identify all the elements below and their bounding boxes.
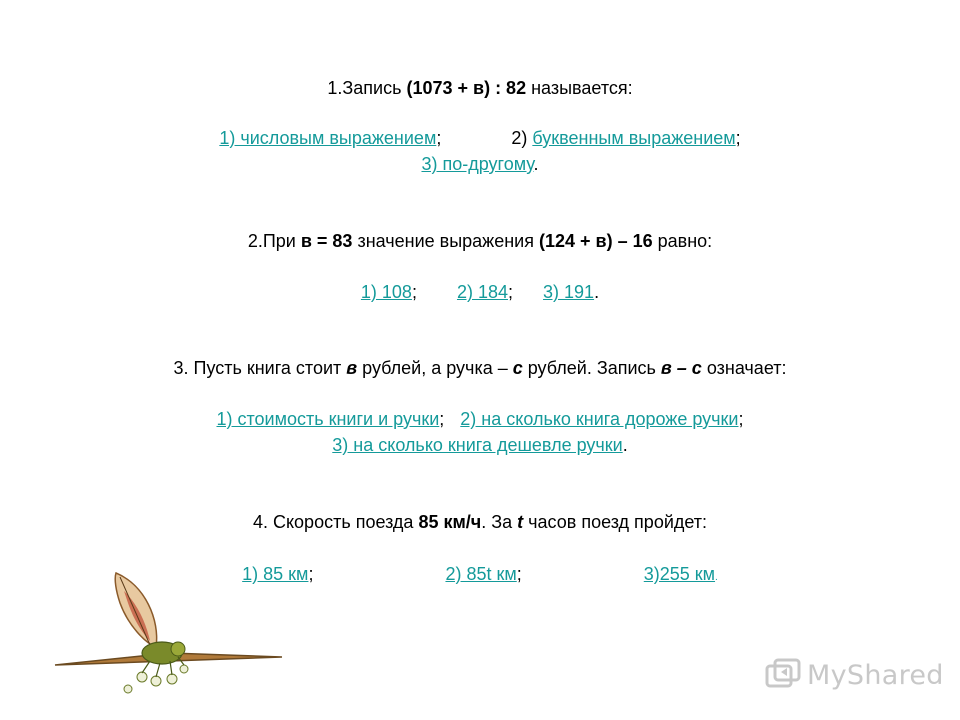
question-4-answers: 1) 85 км; 2) 85t км; 3)255 км. bbox=[242, 564, 718, 584]
question-3-var-1: в bbox=[346, 358, 358, 378]
watermark-text: MyShared bbox=[807, 659, 944, 691]
question-1-expression: (1073 + в) : 82 bbox=[406, 78, 527, 98]
answer-2-2-link[interactable]: 2) 184 bbox=[456, 282, 509, 302]
question-2 bbox=[0, 229, 960, 253]
answer-3-2-link[interactable]: 2) на сколько книга дороже ручки bbox=[460, 409, 739, 429]
answer-2-1-link[interactable]: 1) 108 bbox=[360, 282, 412, 302]
question-4-speed: 85 км/ч bbox=[418, 512, 482, 532]
myshared-logo-icon bbox=[765, 658, 801, 692]
answer-1-3-link[interactable]: 3) по-другому bbox=[421, 154, 534, 174]
question-1-answers-row-1: 1) числовым выражением; 2) буквенным выражением; bbox=[219, 128, 741, 148]
question-4-middle: . За bbox=[481, 512, 518, 532]
question-3 bbox=[0, 356, 960, 380]
question-1-prefix: 1.Запись bbox=[327, 78, 407, 98]
answer-1-1-link[interactable]: 1) числовым выражением bbox=[219, 128, 437, 148]
dragonfly-icon bbox=[50, 565, 290, 705]
answer-1-2-prefix: 2) bbox=[511, 128, 533, 148]
question-4-suffix: часов поезд пройдет: bbox=[523, 512, 708, 532]
myshared-watermark bbox=[765, 653, 945, 697]
question-3-var-2: с bbox=[512, 358, 523, 378]
answer-4-2-link[interactable]: 2) 85t км bbox=[445, 564, 517, 584]
question-3-answers-row-2: 3) на сколько книга дешевле ручки. bbox=[332, 435, 628, 455]
question-1 bbox=[0, 76, 960, 100]
question-2-suffix: равно: bbox=[652, 231, 713, 251]
question-3-expression: в – с bbox=[660, 358, 702, 378]
answer-4-3-link[interactable]: 3)255 км bbox=[643, 564, 716, 584]
question-2-middle: значение выражения bbox=[352, 231, 539, 251]
answer-2-3-link[interactable]: 3) 191 bbox=[543, 282, 595, 302]
question-2-expression: (124 + в) – 16 bbox=[538, 231, 653, 251]
question-3-suffix: означает: bbox=[701, 358, 787, 378]
answer-4-1-link[interactable]: 1) 85 км bbox=[242, 564, 309, 584]
question-3-middle-1: рублей, а ручка – bbox=[357, 358, 513, 378]
question-2-prefix: 2.При bbox=[247, 231, 301, 251]
question-4-prefix: 4. Скорость поезда bbox=[252, 512, 419, 532]
answer-1-2-link[interactable]: буквенным выражением bbox=[532, 128, 736, 148]
answer-3-3-link[interactable]: 3) на сколько книга дешевле ручки bbox=[332, 435, 623, 455]
question-3-middle-2: рублей. Запись bbox=[522, 358, 661, 378]
question-2-answers: 1) 108; 2) 184; 3) 191. bbox=[360, 282, 600, 302]
question-1-answers-row-2: 3) по-другому. bbox=[421, 154, 539, 174]
question-2-variable: в = 83 bbox=[300, 231, 353, 251]
question-4-variable: t bbox=[517, 512, 524, 532]
question-4 bbox=[0, 510, 960, 534]
answer-3-1-link[interactable]: 1) стоимость книги и ручки bbox=[216, 409, 440, 429]
question-3-prefix: 3. Пусть книга стоит bbox=[173, 358, 347, 378]
question-3-answers-row-1: 1) стоимость книги и ручки; 2) на сколько книга дороже ручки; bbox=[216, 409, 744, 429]
question-1-suffix: называется: bbox=[526, 78, 633, 98]
